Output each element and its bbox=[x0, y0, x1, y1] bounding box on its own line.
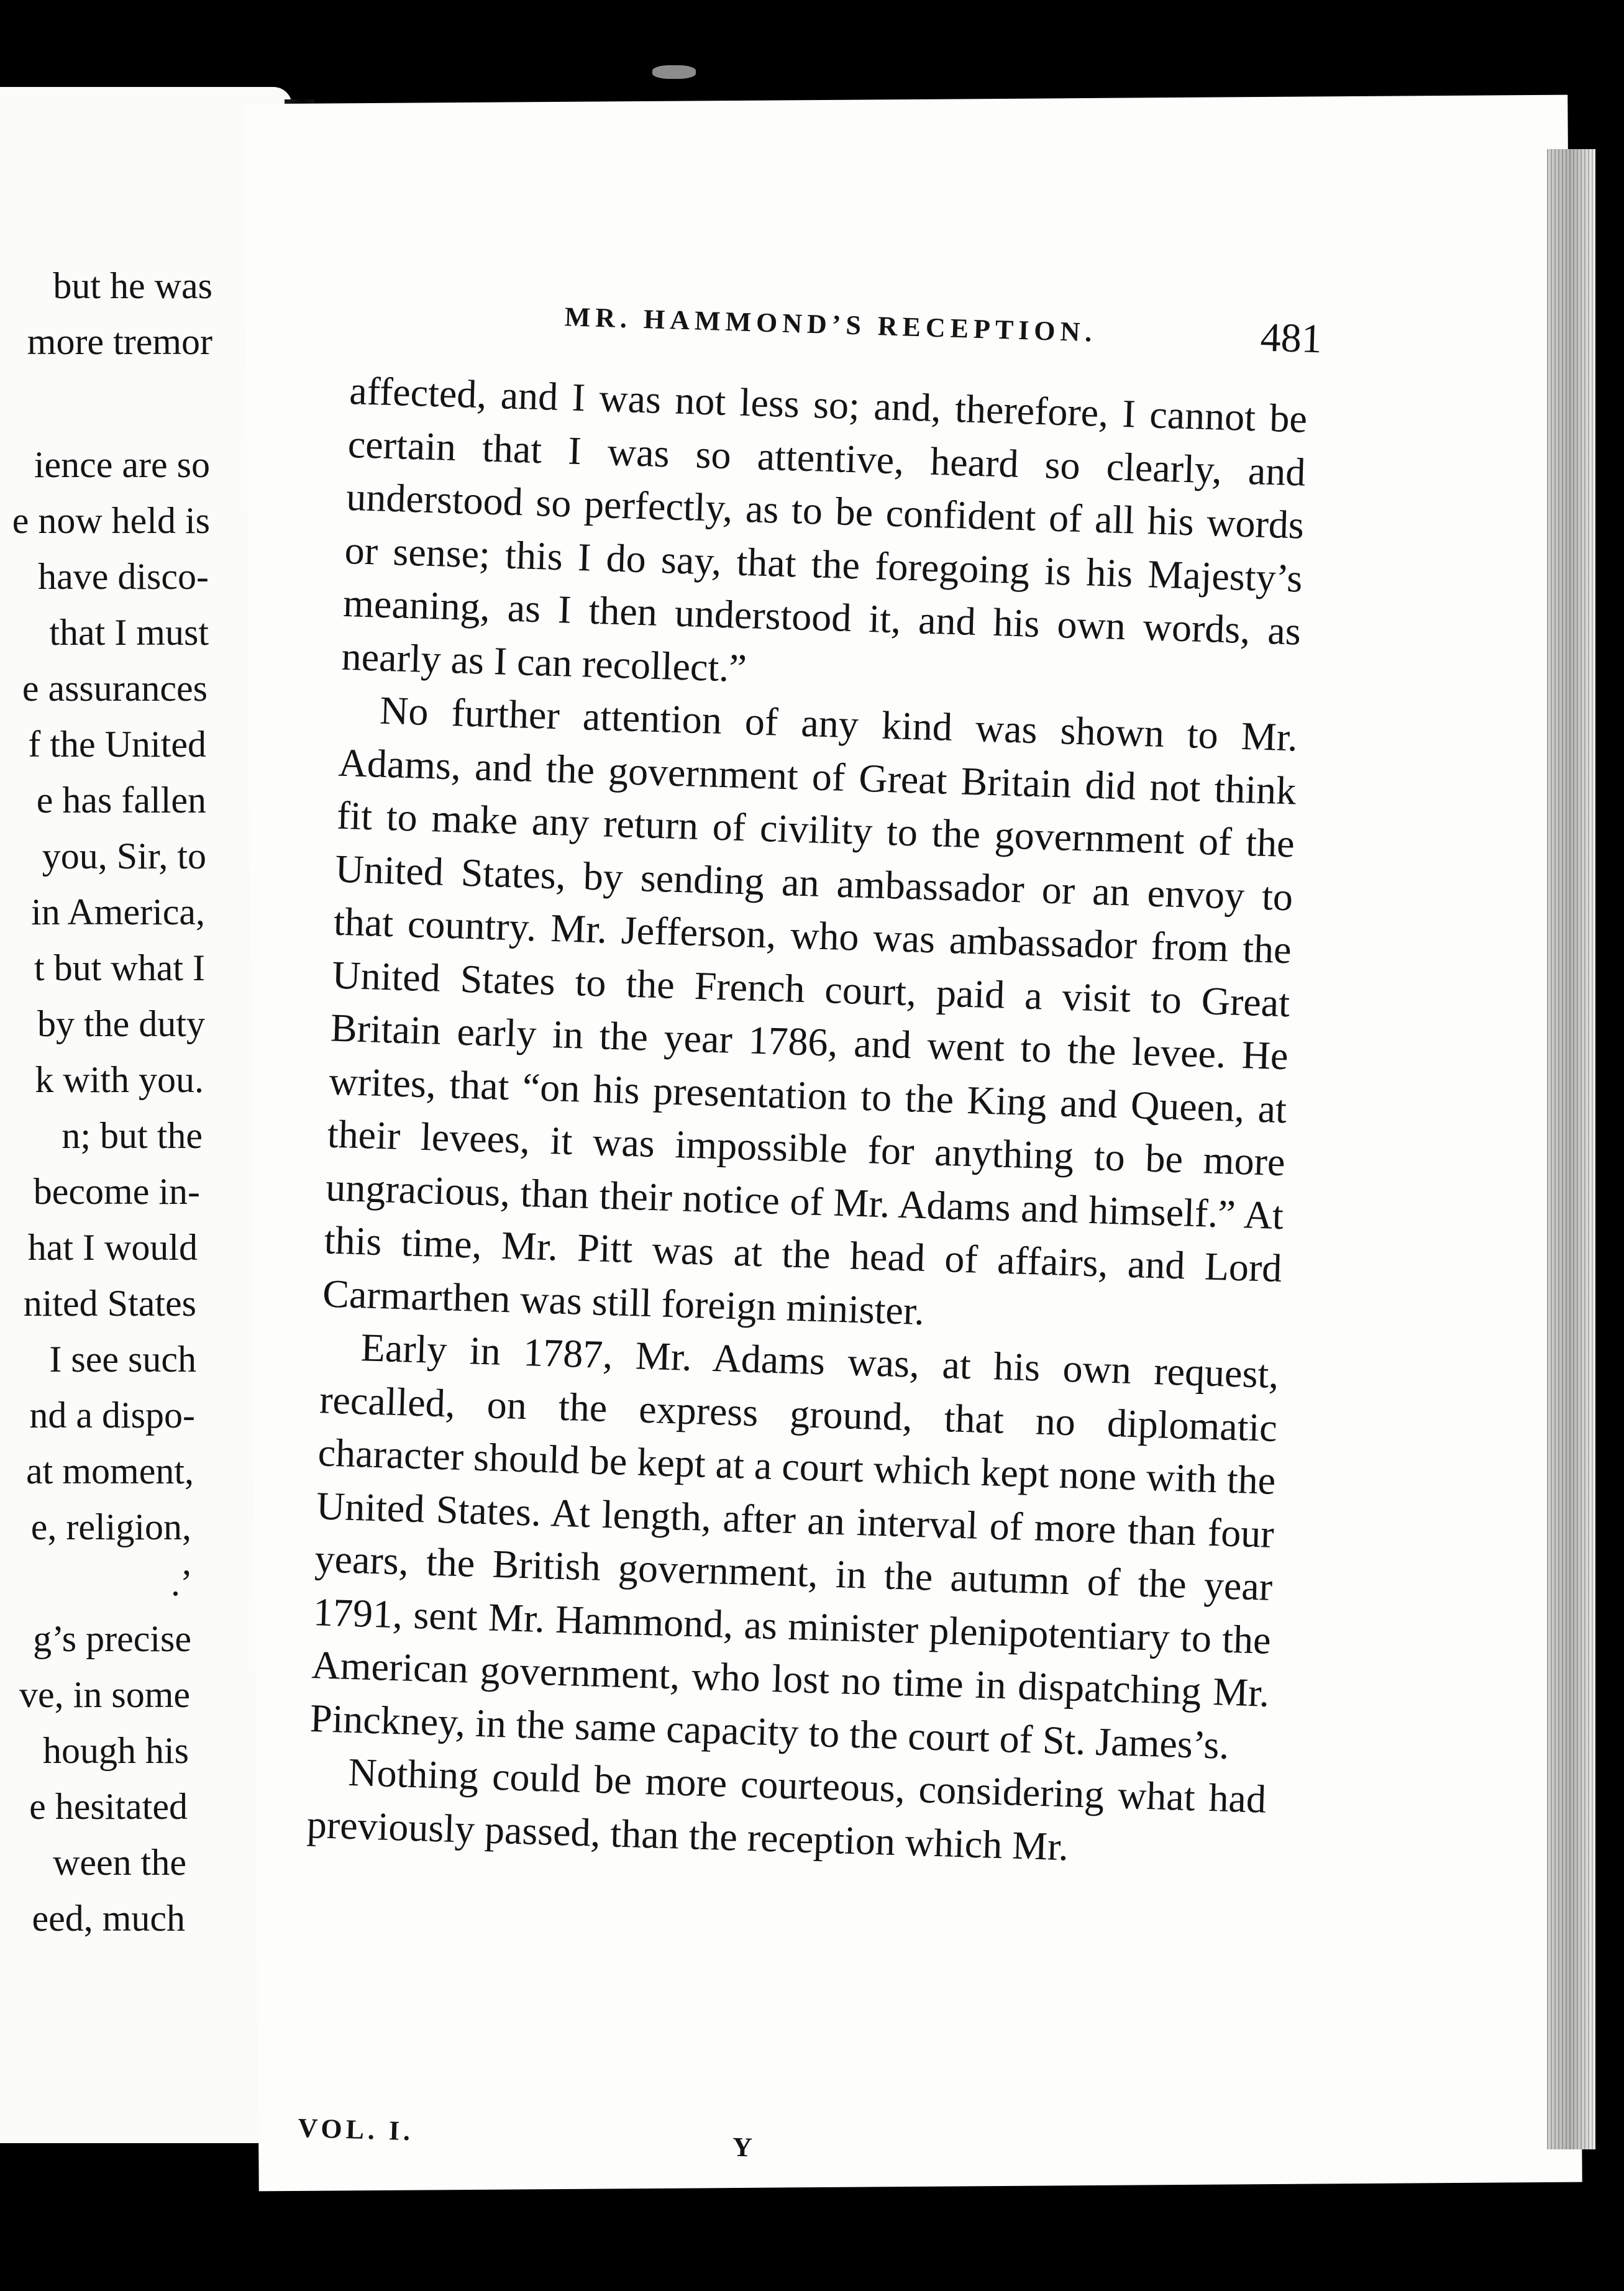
left-page-line: e hesitated bbox=[29, 1786, 188, 1827]
left-page-line: k with you. bbox=[35, 1059, 204, 1100]
left-page-line: g’s precise bbox=[33, 1618, 191, 1659]
left-page-line: become in- bbox=[33, 1171, 200, 1212]
left-page-line: but he was bbox=[53, 265, 212, 306]
left-page-line: .’ bbox=[171, 1562, 193, 1603]
left-page-line: ve, in some bbox=[19, 1674, 190, 1715]
left-page-line: you, Sir, to bbox=[42, 836, 206, 877]
left-page-line: hough his bbox=[42, 1730, 189, 1771]
left-page-line: at moment, bbox=[26, 1451, 194, 1492]
left-page-line: more tremor bbox=[27, 321, 212, 362]
paragraph: No further attention of any kind was shown to Mr. Adams, and the government of Great Britain did not think fit to make any return of civility to the government of the United States, by sending an ambassador or an envoy to that country. Mr. Jefferson, who was ambassador from the United States to the French court, paid a visit to Great Britain early in the year 1786, and went to the levee. He writes, that “on his presentation to the King and Queen, at their levees, it was impossible for anything to be more ungracious, than their notice of Mr. Adams and himself.” At this time, Mr. Pitt was at the head of affairs, and Lord Carmarthen was still foreign minister. bbox=[322, 688, 1298, 1333]
right-page bbox=[244, 95, 1582, 2192]
left-page-line: by the duty bbox=[37, 1003, 205, 1044]
left-page-line: t but what I bbox=[34, 947, 205, 988]
running-title: MR. HAMMOND’S RECEPTION. bbox=[564, 301, 1098, 348]
volume-label: VOL. I. bbox=[297, 2112, 414, 2147]
paragraph: Early in 1787, Mr. Adams was, at his own request, recalled, on the express ground, that no diplomatic character should be kept at a court which kept none with the United States. At length, after an interval of more than four years, the British government, in the autumn of the year 1791, sent Mr. Hammond, as minister plenipotentiary to the American government, who lost no time in dispatching Mr. Pinckney, in the same capacity to the court of St. James’s. bbox=[309, 1325, 1280, 1767]
left-page-line: that I must bbox=[49, 612, 209, 653]
left-page-line: hat I would bbox=[27, 1227, 198, 1268]
left-page-line: nited States bbox=[23, 1283, 196, 1324]
left-page-line: ience are so bbox=[34, 444, 210, 485]
page-footer bbox=[297, 2112, 1256, 2190]
left-page-line: I see such bbox=[49, 1339, 196, 1380]
left-page-line: e has fallen bbox=[36, 780, 206, 821]
left-page-line: e assurances bbox=[22, 668, 208, 709]
left-page-line: n; but the bbox=[62, 1115, 203, 1156]
left-page-line: e now held is bbox=[12, 500, 210, 541]
left-page-line: nd a dispo- bbox=[29, 1395, 195, 1436]
left-page-line: f the United bbox=[28, 724, 206, 765]
signature-mark: Y bbox=[732, 2131, 757, 2163]
right-page-text-block bbox=[297, 103, 1323, 2163]
left-page-line: in America, bbox=[31, 891, 205, 932]
body-text bbox=[306, 364, 1308, 1879]
page-edges bbox=[1547, 149, 1595, 2149]
left-page-line: e, religion, bbox=[30, 1506, 191, 1547]
page-number: 481 bbox=[1259, 314, 1323, 362]
running-head bbox=[356, 103, 1323, 362]
paragraph: affected, and I was not less so; and, therefore, I cannot be certain that I was so attentive, heard so clearly, and understood so perfectly, as to be confident of all his words or sense; this I do say, that the foregoing is his Majesty’s meaning, as I then understood it, and his own words, as nearly as I can recollect.” bbox=[340, 368, 1308, 690]
binding-mark bbox=[652, 65, 696, 79]
left-page-line: ween the bbox=[53, 1842, 186, 1883]
left-page-line: have disco- bbox=[38, 556, 209, 597]
left-page-line: eed, much bbox=[32, 1898, 185, 1939]
paragraph: Nothing could be more courteous, considering what had previously passed, than the reception which Mr. bbox=[306, 1749, 1267, 1869]
